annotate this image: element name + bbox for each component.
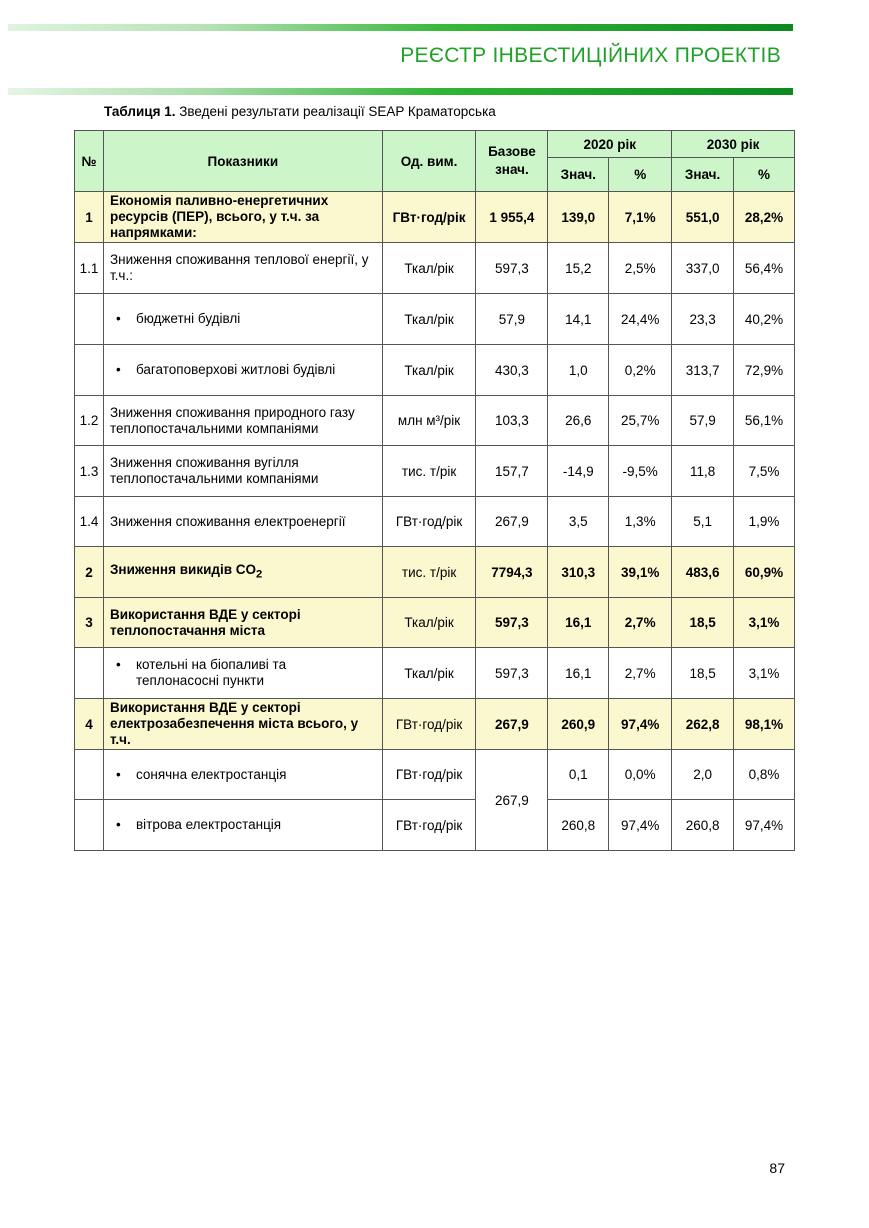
row-name: багатоповерхові житлові будівлі — [135, 362, 336, 377]
header-band-top — [8, 24, 793, 31]
page-number: 87 — [769, 1160, 785, 1176]
row-no: 1 — [75, 192, 104, 243]
row-2020-pct: -9,5% — [609, 446, 672, 497]
row-2030-value: 5,1 — [672, 497, 734, 547]
row-unit: тис. т/рік — [382, 547, 476, 598]
col-header-base: Базове знач. — [476, 131, 548, 192]
row-2030-value: 18,5 — [672, 648, 734, 699]
row-2020-pct: 7,1% — [609, 192, 672, 243]
row-name-cell — [103, 547, 382, 598]
col-header-2020-pct: % — [609, 158, 672, 192]
col-header-2030: 2030 рік — [672, 131, 795, 158]
table-row — [75, 446, 795, 497]
table-row — [75, 497, 795, 547]
row-2020-value: 260,9 — [548, 699, 609, 750]
row-name: Економія паливно-енергетичних ресурсів (ПЕР), всього, у т.ч. за напрямками: — [103, 192, 382, 243]
row-name: Зниження споживання теплової енергії, у т.ч.: — [103, 243, 382, 294]
row-name-cell — [103, 648, 382, 699]
row-2020-value: 260,8 — [548, 800, 609, 851]
col-header-2030-value: Знач. — [672, 158, 734, 192]
row-2020-pct: 97,4% — [609, 800, 672, 851]
row-no — [75, 345, 104, 396]
table-row — [75, 598, 795, 648]
row-2020-value: 1,0 — [548, 345, 609, 396]
row-unit: ГВт·год/рік — [382, 497, 476, 547]
row-name-cell — [103, 750, 382, 800]
page-header-title: РЕЄСТР ІНВЕСТИЦІЙНИХ ПРОЕКТІВ — [400, 44, 781, 67]
table-row — [75, 699, 795, 750]
table-row — [75, 750, 795, 800]
row-name: Зниження викидів CO — [109, 561, 256, 577]
row-unit: Ткал/рік — [382, 598, 476, 648]
row-2020-value: 26,6 — [548, 396, 609, 446]
row-2020-pct: 1,3% — [609, 497, 672, 547]
row-2020-pct: 0,0% — [609, 750, 672, 800]
row-2020-pct: 0,2% — [609, 345, 672, 396]
row-name-cell — [103, 294, 382, 345]
col-header-no: № — [75, 131, 104, 192]
row-base: 57,9 — [476, 294, 548, 345]
row-2020-value: 310,3 — [548, 547, 609, 598]
row-no — [75, 648, 104, 699]
row-unit: тис. т/рік — [382, 446, 476, 497]
row-no — [75, 800, 104, 851]
row-unit: ГВт·год/рік — [382, 800, 476, 851]
row-name-subscript: 2 — [256, 568, 263, 581]
row-2030-value: 313,7 — [672, 345, 734, 396]
table-caption — [104, 104, 496, 119]
row-2030-pct: 7,5% — [734, 446, 795, 497]
row-base: 7794,3 — [476, 547, 548, 598]
col-header-indicator: Показники — [103, 131, 382, 192]
col-header-unit: Од. вим. — [382, 131, 476, 192]
row-2030-value: 2,0 — [672, 750, 734, 800]
row-2030-pct: 1,9% — [734, 497, 795, 547]
bullet-icon: • — [115, 657, 121, 672]
row-2030-value: 18,5 — [672, 598, 734, 648]
table-row — [75, 800, 795, 851]
row-name-cell — [103, 800, 382, 851]
row-name: Зниження споживання вугілля теплопостачальними компаніями — [103, 446, 382, 497]
row-2030-pct: 40,2% — [734, 294, 795, 345]
row-no: 1.1 — [75, 243, 104, 294]
row-2030-pct: 28,2% — [734, 192, 795, 243]
bullet-icon: • — [115, 817, 121, 832]
caption-text: Зведені результати реалізації SEAP Краматорська — [179, 104, 496, 119]
row-unit: Ткал/рік — [382, 648, 476, 699]
row-unit: ГВт·год/рік — [382, 192, 476, 243]
row-2030-value: 57,9 — [672, 396, 734, 446]
row-2030-value: 260,8 — [672, 800, 734, 851]
row-name: котельні на біопаливі та теплонасосні пункти — [135, 657, 287, 688]
row-base-merged: 267,9 — [476, 750, 548, 851]
row-name: сонячна електростанція — [135, 766, 287, 782]
table-row — [75, 396, 795, 446]
row-name-cell — [103, 345, 382, 396]
row-name: вітрова електростанція — [135, 817, 282, 832]
row-unit: ГВт·год/рік — [382, 750, 476, 800]
row-2030-pct: 56,4% — [734, 243, 795, 294]
row-base: 267,9 — [476, 699, 548, 750]
col-header-2020: 2020 рік — [548, 131, 672, 158]
row-2020-pct: 2,5% — [609, 243, 672, 294]
row-base: 267,9 — [476, 497, 548, 547]
row-no: 2 — [75, 547, 104, 598]
table-row — [75, 345, 795, 396]
row-2030-pct: 0,8% — [734, 750, 795, 800]
row-2020-value: 16,1 — [548, 598, 609, 648]
row-no: 1.3 — [75, 446, 104, 497]
row-unit: Ткал/рік — [382, 243, 476, 294]
row-no: 1.2 — [75, 396, 104, 446]
col-header-2020-value: Знач. — [548, 158, 609, 192]
row-2030-pct: 97,4% — [734, 800, 795, 851]
row-base: 430,3 — [476, 345, 548, 396]
row-2020-value: 139,0 — [548, 192, 609, 243]
row-name: Зниження споживання природного газу теплопостачальними компаніями — [103, 396, 382, 446]
row-2030-value: 337,0 — [672, 243, 734, 294]
row-2020-value: 14,1 — [548, 294, 609, 345]
row-2030-pct: 98,1% — [734, 699, 795, 750]
row-2020-value: 3,5 — [548, 497, 609, 547]
row-base: 103,3 — [476, 396, 548, 446]
row-2020-value: 0,1 — [548, 750, 609, 800]
row-name: Зниження споживання електроенергії — [103, 497, 382, 547]
bullet-icon: • — [115, 311, 121, 326]
row-2020-pct: 25,7% — [609, 396, 672, 446]
row-2020-value: -14,9 — [548, 446, 609, 497]
row-2030-value: 262,8 — [672, 699, 734, 750]
table-row — [75, 648, 795, 699]
row-base: 157,7 — [476, 446, 548, 497]
bullet-icon: • — [115, 362, 121, 377]
row-base: 597,3 — [476, 598, 548, 648]
row-name: бюджетні будівлі — [135, 311, 241, 326]
row-2030-value: 483,6 — [672, 547, 734, 598]
row-2020-pct: 39,1% — [609, 547, 672, 598]
caption-label: Таблиця 1. — [104, 104, 176, 119]
row-name: Використання ВДЕ у секторі електрозабезпечення міста всього, у т.ч. — [103, 699, 382, 750]
row-no: 3 — [75, 598, 104, 648]
row-2030-value: 23,3 — [672, 294, 734, 345]
row-unit: Ткал/рік — [382, 345, 476, 396]
row-2020-pct: 2,7% — [609, 598, 672, 648]
row-2020-value: 16,1 — [548, 648, 609, 699]
table-row — [75, 294, 795, 345]
row-2020-pct: 2,7% — [609, 648, 672, 699]
row-2030-pct: 56,1% — [734, 396, 795, 446]
row-2030-pct: 3,1% — [734, 598, 795, 648]
row-2020-value: 15,2 — [548, 243, 609, 294]
row-no: 4 — [75, 699, 104, 750]
table-row — [75, 192, 795, 243]
row-2030-value: 551,0 — [672, 192, 734, 243]
row-no — [75, 294, 104, 345]
row-2030-pct: 72,9% — [734, 345, 795, 396]
row-unit: млн м³/рік — [382, 396, 476, 446]
header-band-bottom — [8, 88, 793, 95]
results-table — [74, 130, 795, 851]
row-no: 1.4 — [75, 497, 104, 547]
table-row — [75, 547, 795, 598]
row-2030-pct: 60,9% — [734, 547, 795, 598]
row-2020-pct: 97,4% — [609, 699, 672, 750]
row-base: 597,3 — [476, 243, 548, 294]
col-header-2030-pct: % — [734, 158, 795, 192]
row-2020-pct: 24,4% — [609, 294, 672, 345]
row-2030-value: 11,8 — [672, 446, 734, 497]
row-name: Використання ВДЕ у секторі теплопостачання міста — [103, 598, 382, 648]
row-unit: Ткал/рік — [382, 294, 476, 345]
table-header-row — [75, 131, 795, 158]
row-unit: ГВт·год/рік — [382, 699, 476, 750]
table-row — [75, 243, 795, 294]
row-base: 597,3 — [476, 648, 548, 699]
row-base: 1 955,4 — [476, 192, 548, 243]
row-no — [75, 750, 104, 800]
row-2030-pct: 3,1% — [734, 648, 795, 699]
bullet-icon: • — [115, 766, 121, 782]
